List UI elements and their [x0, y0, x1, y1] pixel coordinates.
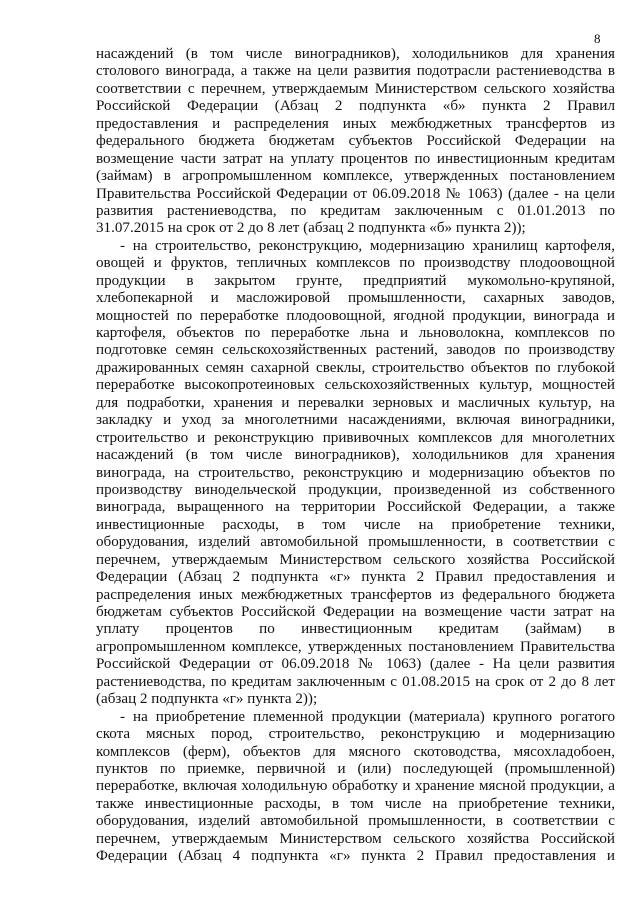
- paragraph-line: инвестиционные расходы, в том числе на приобретение техники,: [96, 516, 615, 533]
- paragraph-line: (займам) в агропромышленном комплексе, утвержденных постановлением: [96, 168, 615, 185]
- paragraph-line: Российской Федерации от 06.09.2018 № 1063) (далее - На цели развития: [96, 656, 615, 673]
- paragraph-line: также инвестиционные расходы, в том числе на приобретение техники,: [96, 795, 615, 812]
- paragraph-line: строительство и реконструкцию прививочных комплексов для многолетних: [96, 429, 615, 446]
- paragraph-line: Федерации (Абзац 4 подпункта «г» пункта 2 Правил предоставления и: [96, 848, 615, 865]
- paragraph-line: насаждений (в том числе виноградников), холодильников для хранения: [96, 46, 615, 62]
- paragraph-line: (абзац 2 подпункта «г» пункта 2));: [96, 691, 318, 708]
- paragraph-line: дражированных семян сахарной свеклы, строительство объектов по глубокой: [96, 359, 615, 376]
- paragraph-line: хлебопекарной и масложировой промышленности, сахарных заводов,: [96, 290, 615, 307]
- paragraph-line: возмещение части затрат на уплату процентов по инвестиционным кредитам: [96, 150, 615, 167]
- paragraph-line: агропромышленном комплексе, утвержденных постановлением Правительства: [96, 638, 615, 655]
- paragraph: [96, 238, 615, 709]
- paragraph-line: переработке, включая холодильную обработку и хранение мясной продукции, а: [96, 778, 615, 795]
- paragraph-line: уплату процентов по инвестиционным кредитам (займам) в: [96, 621, 615, 638]
- paragraph-line: бюджетам субъектов Российской Федерации на возмещение части затрат на: [96, 604, 615, 620]
- paragraph-line: Правительства Российской Федерации от 06.09.2018 № 1063) (далее - на цели: [96, 185, 615, 202]
- paragraph-line: соответствии с перечнем, утверждаемым Министерством сельского хозяйства: [96, 80, 615, 97]
- paragraph-line: подготовке семян сельскохозяйственных растений, заводов по производству: [96, 342, 615, 359]
- paragraph-line: Российской Федерации (Абзац 2 подпункта «б» пункта 2 Правил: [96, 98, 615, 115]
- paragraph-line: оборудования, изделий автомобильной промышленности, в соответствии с: [96, 534, 615, 551]
- paragraph-line: пунктов по приемке, первичной и (или) последующей (промышленной): [96, 760, 615, 777]
- paragraph-line: винограда, на строительство, реконструкцию и модернизацию объектов по: [96, 464, 615, 481]
- paragraph-line: столового винограда, а также на цели развития подотрасли растениеводства в: [96, 63, 615, 80]
- paragraph-line: закладку и уход за многолетними насаждениями, включая виноградники,: [96, 412, 615, 429]
- paragraph-line: переработке высокопротеиновых сельскохозяйственных культур, мощностей: [96, 377, 615, 394]
- paragraph-line: картофеля, объектов по переработке льна и льноволокна, комплексов по: [96, 325, 615, 341]
- paragraph-line: перечнем, утверждаемым Министерством сельского хозяйства Российской: [96, 551, 615, 568]
- paragraph-line: перечнем, утверждаемым Министерством сельского хозяйства Российской: [96, 830, 615, 847]
- paragraph-line: комплексов (ферм), объектов для мясного скотоводства, мясохладобоен,: [96, 743, 615, 760]
- paragraph-line: производству винодельческой продукции, произведенной из собственного: [96, 481, 615, 498]
- paragraph-line: продукции в закрытом грунте, предприятий мукомольно-крупяной,: [96, 272, 615, 289]
- paragraph-line: - на строительство, реконструкцию, модернизацию хранилищ картофеля,: [120, 237, 615, 254]
- paragraph: [96, 709, 615, 866]
- paragraph-line: 31.07.2015 на срок от 2 до 8 лет (абзац 2 подпункта «б» пункта 2));: [96, 220, 526, 237]
- paragraph-line: для подработки, хранения и перевалки зерновых и масличных культур, на: [96, 394, 615, 411]
- paragraph-line: винограда, выращенного на территории Российской Федерации, а также: [96, 499, 615, 516]
- paragraph-line: растениеводства, по кредитам заключенным с 01.08.2015 на срок от 2 до 8 лет: [96, 673, 615, 690]
- paragraph-line: насаждений (в том числе виноградников), холодильников для хранения: [96, 447, 615, 464]
- paragraph-line: предоставления и распределения иных межбюджетных трансфертов из: [96, 115, 615, 132]
- paragraph-line: оборудования, изделий автомобильной промышленности, в соответствии с: [96, 813, 615, 830]
- paragraph-line: Федерации (Абзац 2 подпункта «г» пункта 2 Правил предоставления и: [96, 569, 615, 586]
- paragraph-line: овощей и фруктов, тепличных комплексов по производству плодоовощной: [96, 255, 615, 272]
- paragraph: [96, 46, 615, 238]
- paragraph-line: - на приобретение племенной продукции (материала) крупного рогатого: [120, 708, 615, 725]
- paragraph-line: развития растениеводства, по кредитам заключенным с 01.01.2013 по: [96, 202, 615, 219]
- paragraph-line: скота мясных пород, строительство, реконструкцию и модернизацию: [96, 726, 615, 743]
- document-body: [96, 46, 615, 866]
- paragraph-line: распределения иных межбюджетных трансфертов из федерального бюджета: [96, 586, 615, 603]
- paragraph-line: федерального бюджета бюджетам субъектов Российской Федерации на: [96, 133, 615, 150]
- paragraph-line: мощностей по переработке плодоовощной, ягодной продукции, винограда и: [96, 307, 615, 324]
- page-number: 8: [594, 31, 601, 46]
